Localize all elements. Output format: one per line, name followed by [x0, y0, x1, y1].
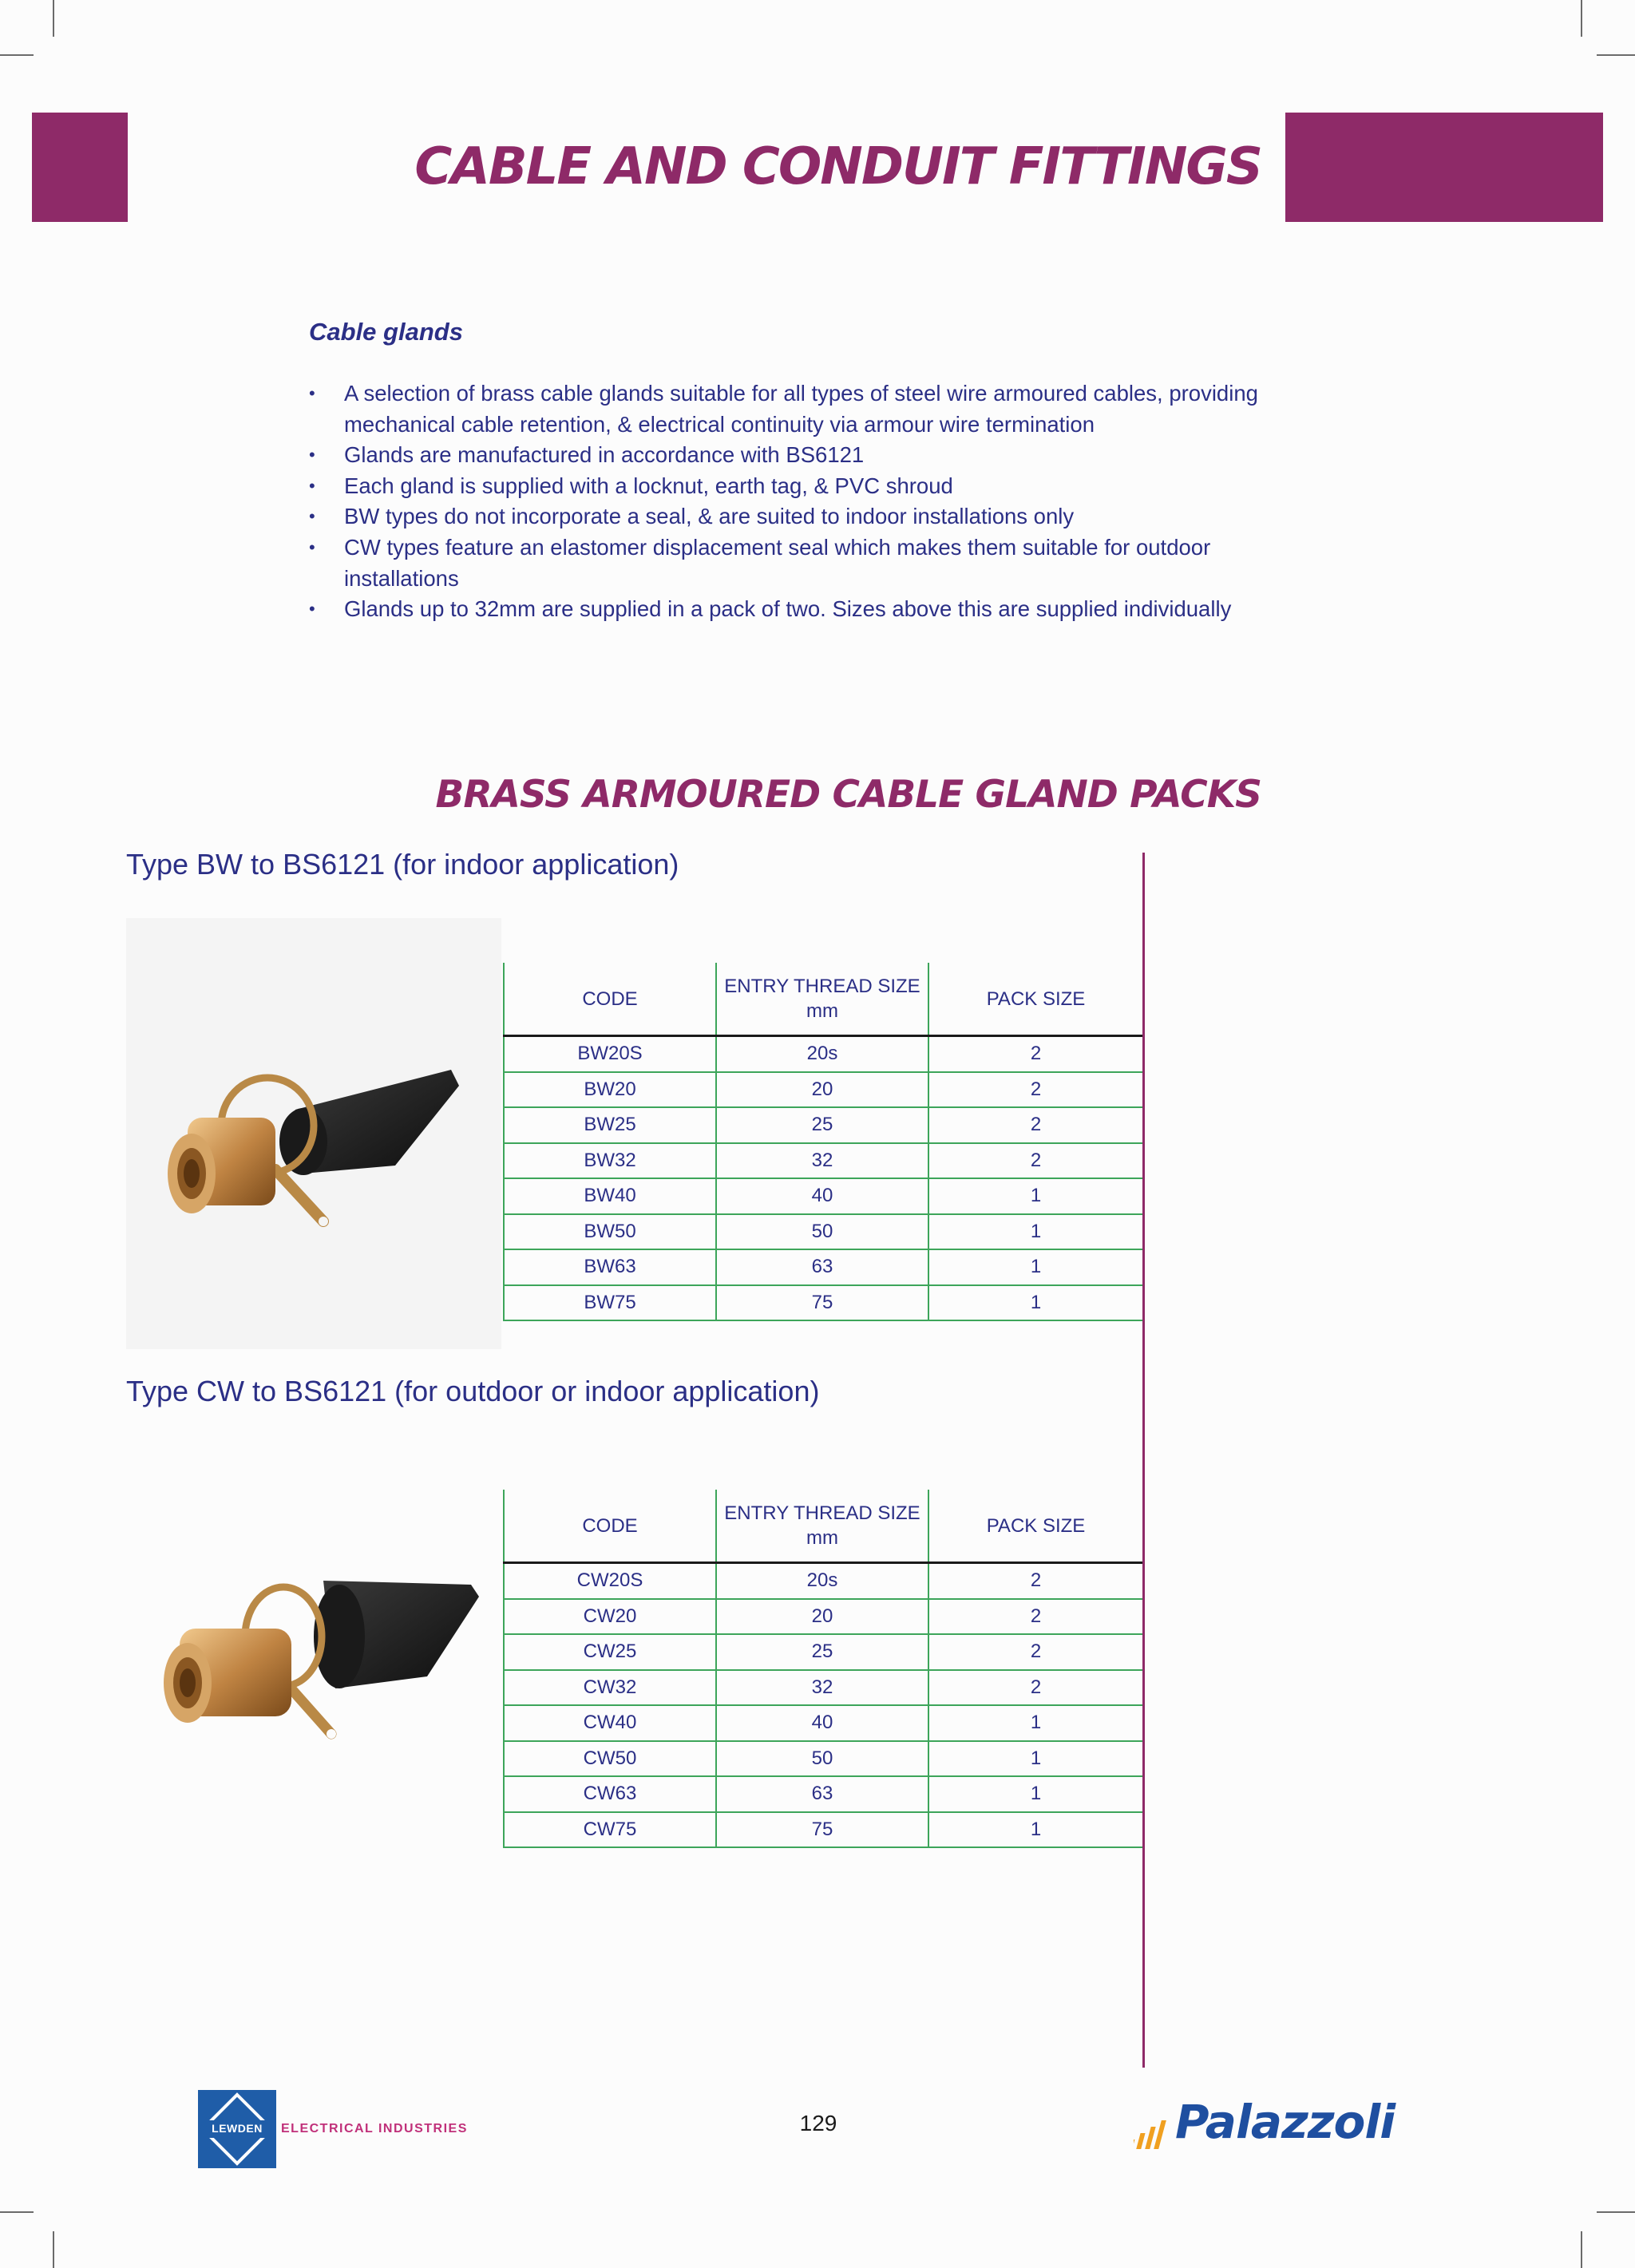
column-header: PACK SIZE — [928, 963, 1142, 1036]
cell-code: CW20S — [504, 1563, 716, 1599]
bw-type-heading: Type BW to BS6121 (for indoor application) — [126, 848, 679, 881]
cell-pack: 2 — [928, 1634, 1142, 1670]
header-band-left — [32, 113, 128, 222]
cell-pack: 2 — [928, 1143, 1142, 1179]
cell-thread: 32 — [716, 1143, 928, 1179]
table-row — [504, 1812, 1142, 1848]
bw-table — [503, 963, 1142, 1321]
cell-code: CW25 — [504, 1634, 716, 1670]
column-header: CODE — [504, 963, 716, 1036]
cell-pack: 1 — [928, 1741, 1142, 1777]
table-row — [504, 1670, 1142, 1706]
cell-code: BW40 — [504, 1178, 716, 1214]
lewden-mark — [198, 2090, 276, 2168]
cell-pack: 1 — [928, 1178, 1142, 1214]
list-item: • BW types do not incorporate a seal, & are suited to indoor installations only — [309, 501, 1267, 532]
table-row — [504, 1705, 1142, 1741]
crop-mark — [1581, 0, 1582, 37]
cell-pack: 1 — [928, 1705, 1142, 1741]
cell-thread: 75 — [716, 1812, 928, 1848]
bw-gland-image — [156, 1054, 467, 1293]
cell-thread: 63 — [716, 1776, 928, 1812]
table-header-row — [504, 963, 1142, 1036]
table-header-row — [504, 1490, 1142, 1563]
cell-thread: 63 — [716, 1249, 928, 1285]
list-item: • Glands up to 32mm are supplied in a pack of two. Sizes above this are supplied individually — [309, 594, 1267, 625]
table-row — [504, 1563, 1142, 1599]
divider-line — [1142, 853, 1145, 2068]
crop-mark — [53, 2231, 54, 2268]
table-row — [504, 1143, 1142, 1179]
palazzoli-logo — [1134, 2095, 1429, 2155]
cell-thread: 75 — [716, 1285, 928, 1321]
cell-pack: 2 — [928, 1072, 1142, 1108]
table-row — [504, 1178, 1142, 1214]
crop-mark — [1597, 2211, 1635, 2213]
palazzoli-bars-icon — [1134, 2114, 1174, 2154]
cell-code: CW32 — [504, 1670, 716, 1706]
cell-pack: 1 — [928, 1812, 1142, 1848]
cell-code: CW75 — [504, 1812, 716, 1848]
cell-pack: 1 — [928, 1249, 1142, 1285]
table-row — [504, 1107, 1142, 1143]
bullet-icon: • — [309, 599, 315, 619]
cell-thread: 50 — [716, 1741, 928, 1777]
cell-thread: 32 — [716, 1670, 928, 1706]
page-title: CABLE AND CONDUIT FITTINGS — [414, 137, 1261, 196]
lewden-wordmark: LEWDEN — [212, 2122, 263, 2135]
cell-pack: 2 — [928, 1107, 1142, 1143]
cell-thread: 40 — [716, 1178, 928, 1214]
crop-mark — [1581, 2231, 1582, 2268]
crop-mark — [0, 2211, 34, 2213]
table-row — [504, 1249, 1142, 1285]
column-header: PACK SIZE — [928, 1490, 1142, 1563]
list-item: • CW types feature an elastomer displacement seal which makes them suitable for outdoor installations — [309, 532, 1267, 594]
bullet-icon: • — [309, 383, 315, 403]
cell-code: BW75 — [504, 1285, 716, 1321]
page-number: 129 — [799, 2111, 837, 2135]
cell-thread: 50 — [716, 1214, 928, 1250]
column-header: ENTRY THREAD SIZE mm — [716, 963, 928, 1036]
cell-code: BW20 — [504, 1072, 716, 1108]
table-row — [504, 1285, 1142, 1321]
cell-thread: 20 — [716, 1072, 928, 1108]
cell-code: BW25 — [504, 1107, 716, 1143]
cell-code: BW20S — [504, 1036, 716, 1072]
cell-code: CW20 — [504, 1599, 716, 1635]
table-row — [504, 1599, 1142, 1635]
bullet-icon: • — [309, 445, 315, 465]
cell-code: BW32 — [504, 1143, 716, 1179]
cell-pack: 2 — [928, 1670, 1142, 1706]
crop-mark — [53, 0, 54, 37]
table-row — [504, 1776, 1142, 1812]
cell-pack: 1 — [928, 1214, 1142, 1250]
table-row — [504, 1741, 1142, 1777]
crop-mark — [1597, 54, 1635, 56]
cell-thread: 20s — [716, 1563, 928, 1599]
list-item: • Each gland is supplied with a locknut, earth tag, & PVC shroud — [309, 471, 1267, 502]
list-item: • Glands are manufactured in accordance with BS6121 — [309, 440, 1267, 471]
section-heading-cable-glands: Cable glands — [309, 318, 463, 346]
crop-mark — [0, 54, 34, 56]
header-band-right — [1285, 113, 1603, 222]
table-row — [504, 1036, 1142, 1072]
cell-pack: 2 — [928, 1563, 1142, 1599]
cell-code: BW63 — [504, 1249, 716, 1285]
cell-thread: 25 — [716, 1107, 928, 1143]
bullet-icon: • — [309, 475, 315, 496]
feature-list — [309, 378, 1267, 625]
bullet-icon: • — [309, 536, 315, 557]
lewden-tagline: ELECTRICAL INDUSTRIES — [281, 2122, 468, 2135]
cell-code: CW40 — [504, 1705, 716, 1741]
cell-pack: 2 — [928, 1036, 1142, 1072]
table-row — [504, 1072, 1142, 1108]
cw-gland-image — [156, 1557, 491, 1788]
cell-pack: 1 — [928, 1285, 1142, 1321]
bullet-icon: • — [309, 506, 315, 527]
cw-type-heading: Type CW to BS6121 (for outdoor or indoor application) — [126, 1375, 820, 1407]
table-row — [504, 1634, 1142, 1670]
cell-code: CW63 — [504, 1776, 716, 1812]
cell-pack: 2 — [928, 1599, 1142, 1635]
cell-thread: 20 — [716, 1599, 928, 1635]
cell-thread: 25 — [716, 1634, 928, 1670]
section-title-gland-packs: BRASS ARMOURED CABLE GLAND PACKS — [435, 773, 1261, 817]
palazzoli-wordmark: Palazzoli — [1175, 2095, 1395, 2149]
cell-code: CW50 — [504, 1741, 716, 1777]
column-header: CODE — [504, 1490, 716, 1563]
cell-pack: 1 — [928, 1776, 1142, 1812]
cell-thread: 40 — [716, 1705, 928, 1741]
cell-code: BW50 — [504, 1214, 716, 1250]
cw-table — [503, 1490, 1142, 1848]
list-item: • A selection of brass cable glands suitable for all types of steel wire armoured cables, providing mechanical cable retention, & electrical continuity via armour wire termination — [309, 378, 1267, 440]
column-header: ENTRY THREAD SIZE mm — [716, 1490, 928, 1563]
cell-thread: 20s — [716, 1036, 928, 1072]
table-row — [504, 1214, 1142, 1250]
